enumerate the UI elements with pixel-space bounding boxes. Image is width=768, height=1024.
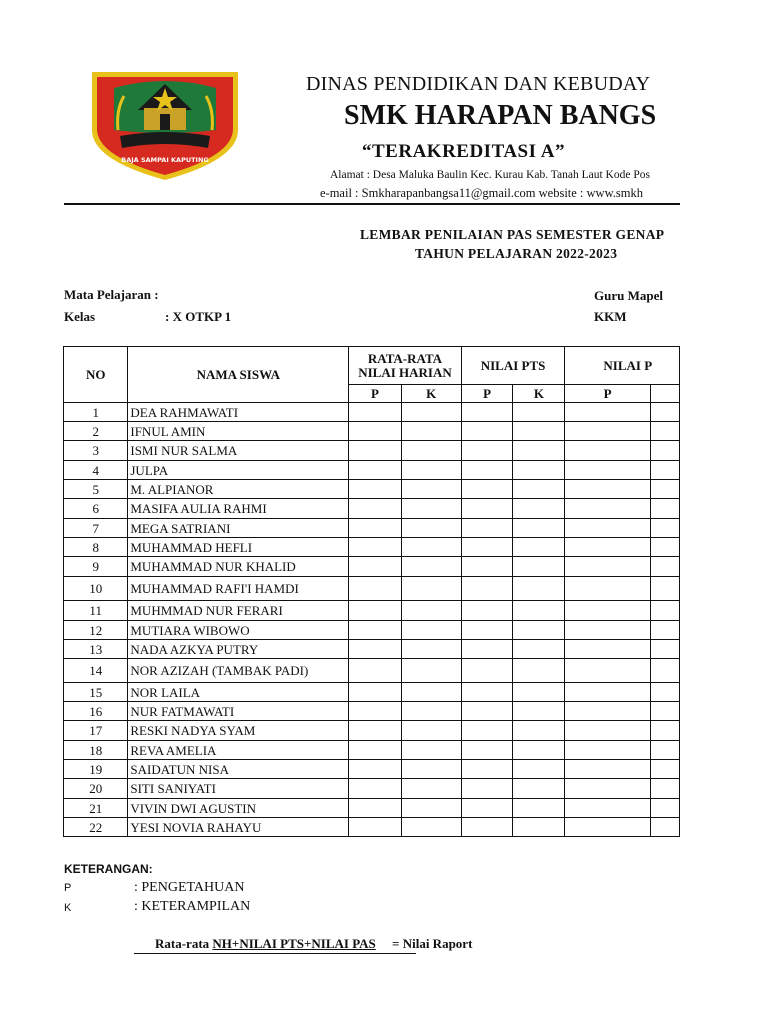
row-number: 20 xyxy=(64,779,128,799)
school-contact: e-mail : Smkharapanbangsa11@gmail.com website : www.smkh xyxy=(320,186,644,200)
table-row xyxy=(64,480,680,499)
table-row xyxy=(64,779,680,799)
score-cell-nh-k[interactable] xyxy=(401,640,461,659)
row-number: 15 xyxy=(64,683,128,702)
table-row xyxy=(64,557,680,577)
row-number: 11 xyxy=(64,601,128,621)
score-cell-nh-k[interactable] xyxy=(401,779,461,799)
row-number: 10 xyxy=(64,577,128,601)
score-cell-nh-k[interactable] xyxy=(401,621,461,640)
score-cell-nh-p[interactable] xyxy=(349,499,401,519)
score-cell-nh-p[interactable] xyxy=(349,779,401,799)
score-cell-pts-p[interactable] xyxy=(461,702,513,721)
score-cell-nh-p[interactable] xyxy=(349,403,401,422)
student-name: NOR AZIZAH (TAMBAK PADI) xyxy=(128,659,349,683)
student-name: YESI NOVIA RAHAYU xyxy=(128,818,349,837)
score-cell-pas-k[interactable] xyxy=(650,760,679,779)
table-row xyxy=(64,741,680,760)
row-number: 1 xyxy=(64,403,128,422)
score-cell-pas-k[interactable] xyxy=(650,621,679,640)
table-row xyxy=(64,577,680,601)
score-cell-nh-k[interactable] xyxy=(401,818,461,837)
row-number: 22 xyxy=(64,818,128,837)
score-cell-pts-k[interactable] xyxy=(513,422,565,441)
score-cell-pas-k[interactable] xyxy=(650,441,679,461)
score-cell-pas-k[interactable] xyxy=(650,519,679,538)
header-divider xyxy=(64,203,680,205)
student-name: MUHAMMAD RAFI'I HAMDI xyxy=(128,577,349,601)
score-cell-pas-p[interactable] xyxy=(565,659,650,683)
row-number: 4 xyxy=(64,461,128,480)
row-number: 5 xyxy=(64,480,128,499)
score-cell-nh-k[interactable] xyxy=(401,721,461,741)
school-name: SMK HARAPAN BANGS xyxy=(344,100,657,131)
score-cell-pts-p[interactable] xyxy=(461,721,513,741)
score-cell-nh-p[interactable] xyxy=(349,640,401,659)
score-cell-pts-p[interactable] xyxy=(461,422,513,441)
student-name: VIVIN DWI AGUSTIN xyxy=(128,799,349,818)
score-cell-pts-k[interactable] xyxy=(513,519,565,538)
score-cell-pts-p[interactable] xyxy=(461,601,513,621)
table-row xyxy=(64,760,680,779)
score-cell-pas-k[interactable] xyxy=(650,557,679,577)
score-cell-pas-p[interactable] xyxy=(565,601,650,621)
score-cell-pas-p[interactable] xyxy=(565,519,650,538)
score-cell-pts-k[interactable] xyxy=(513,577,565,601)
score-cell-pts-p[interactable] xyxy=(461,538,513,557)
legend-k-label: K xyxy=(64,902,72,914)
score-cell-nh-p[interactable] xyxy=(349,760,401,779)
score-cell-nh-k[interactable] xyxy=(401,702,461,721)
table-row xyxy=(64,818,680,837)
row-number: 17 xyxy=(64,721,128,741)
header-nh-k: K xyxy=(401,385,461,403)
score-cell-pas-p[interactable] xyxy=(565,577,650,601)
student-name: ISMI NUR SALMA xyxy=(128,441,349,461)
score-cell-nh-k[interactable] xyxy=(401,659,461,683)
score-cell-pts-k[interactable] xyxy=(513,741,565,760)
score-cell-pas-k[interactable] xyxy=(650,799,679,818)
score-cell-pts-p[interactable] xyxy=(461,403,513,422)
header-nilai-harian: RATA-RATA NILAI HARIAN xyxy=(349,347,461,385)
score-cell-pas-k[interactable] xyxy=(650,480,679,499)
class-label: Kelas xyxy=(64,309,96,324)
score-cell-nh-p[interactable] xyxy=(349,577,401,601)
score-cell-pas-p[interactable] xyxy=(565,480,650,499)
score-cell-pas-p[interactable] xyxy=(565,403,650,422)
score-cell-pts-p[interactable] xyxy=(461,760,513,779)
class-value: : X OTKP 1 xyxy=(165,309,232,324)
teacher-label: Guru Mapel xyxy=(594,288,663,303)
score-cell-nh-k[interactable] xyxy=(401,538,461,557)
student-name: JULPA xyxy=(128,461,349,480)
score-cell-pas-k[interactable] xyxy=(650,538,679,557)
table-row xyxy=(64,601,680,621)
score-cell-pas-p[interactable] xyxy=(565,499,650,519)
score-cell-pas-p[interactable] xyxy=(565,818,650,837)
table-row xyxy=(64,441,680,461)
table-row xyxy=(64,461,680,480)
header-pas-k xyxy=(650,385,679,403)
score-cell-pts-k[interactable] xyxy=(513,441,565,461)
score-cell-nh-p[interactable] xyxy=(349,557,401,577)
score-cell-nh-p[interactable] xyxy=(349,422,401,441)
score-cell-pts-k[interactable] xyxy=(513,818,565,837)
student-name: MUTIARA WIBOWO xyxy=(128,621,349,640)
score-cell-pas-p[interactable] xyxy=(565,702,650,721)
score-cell-pas-k[interactable] xyxy=(650,403,679,422)
score-cell-pts-p[interactable] xyxy=(461,461,513,480)
score-cell-nh-p[interactable] xyxy=(349,818,401,837)
header-pts-k: K xyxy=(513,385,565,403)
student-name: SITI SANIYATI xyxy=(128,779,349,799)
score-cell-pas-p[interactable] xyxy=(565,538,650,557)
score-cell-pts-p[interactable] xyxy=(461,441,513,461)
score-cell-nh-p[interactable] xyxy=(349,461,401,480)
score-cell-pas-k[interactable] xyxy=(650,702,679,721)
score-cell-pas-k[interactable] xyxy=(650,659,679,683)
score-cell-pts-p[interactable] xyxy=(461,779,513,799)
table-row xyxy=(64,659,680,683)
score-cell-pts-k[interactable] xyxy=(513,480,565,499)
score-cell-nh-p[interactable] xyxy=(349,480,401,499)
score-cell-pas-p[interactable] xyxy=(565,721,650,741)
score-cell-pas-k[interactable] xyxy=(650,818,679,837)
score-cell-pts-k[interactable] xyxy=(513,659,565,683)
row-number: 14 xyxy=(64,659,128,683)
score-cell-pts-k[interactable] xyxy=(513,640,565,659)
row-number: 3 xyxy=(64,441,128,461)
score-cell-pts-k[interactable] xyxy=(513,403,565,422)
score-cell-pas-k[interactable] xyxy=(650,683,679,702)
score-cell-nh-p[interactable] xyxy=(349,741,401,760)
legend-p-label: P xyxy=(64,882,72,894)
score-cell-pas-k[interactable] xyxy=(650,640,679,659)
legend-p-value: : PENGETAHUAN xyxy=(134,880,245,895)
student-name: REVA AMELIA xyxy=(128,741,349,760)
score-cell-nh-k[interactable] xyxy=(401,577,461,601)
row-number: 6 xyxy=(64,499,128,519)
student-name: MUHAMMAD HEFLI xyxy=(128,538,349,557)
score-cell-pas-p[interactable] xyxy=(565,799,650,818)
score-cell-nh-k[interactable] xyxy=(401,760,461,779)
score-cell-pts-k[interactable] xyxy=(513,799,565,818)
score-cell-pts-k[interactable] xyxy=(513,779,565,799)
row-number: 13 xyxy=(64,640,128,659)
table-row xyxy=(64,721,680,741)
logo-motto: BAJA SAMPAI KAPUTING xyxy=(121,156,209,164)
score-cell-nh-k[interactable] xyxy=(401,480,461,499)
score-cell-pts-k[interactable] xyxy=(513,702,565,721)
student-name: MUHMMAD NUR FERARI xyxy=(128,601,349,621)
score-cell-nh-k[interactable] xyxy=(401,441,461,461)
score-cell-nh-k[interactable] xyxy=(401,461,461,480)
score-cell-pts-k[interactable] xyxy=(513,499,565,519)
score-cell-nh-p[interactable] xyxy=(349,601,401,621)
score-cell-pts-p[interactable] xyxy=(461,519,513,538)
header-pts-p: P xyxy=(461,385,513,403)
score-cell-pts-k[interactable] xyxy=(513,683,565,702)
grade-formula: Rata-rata NH+NILAI PTS+NILAI PAS = Nilai Raport xyxy=(155,936,473,951)
row-number: 18 xyxy=(64,741,128,760)
score-cell-nh-k[interactable] xyxy=(401,403,461,422)
score-cell-nh-p[interactable] xyxy=(349,538,401,557)
score-cell-pas-p[interactable] xyxy=(565,422,650,441)
header-no: NO xyxy=(64,347,128,403)
kkm-label: KKM xyxy=(594,309,627,324)
table-row xyxy=(64,422,680,441)
score-cell-pts-p[interactable] xyxy=(461,640,513,659)
grade-table xyxy=(63,346,680,837)
score-cell-nh-p[interactable] xyxy=(349,702,401,721)
accreditation-text: “TERAKREDITASI A” xyxy=(362,141,565,162)
row-number: 21 xyxy=(64,799,128,818)
viewer-margin xyxy=(680,0,768,1024)
student-name: MUHAMMAD NUR KHALID xyxy=(128,557,349,577)
score-cell-nh-k[interactable] xyxy=(401,601,461,621)
table-row xyxy=(64,499,680,519)
score-cell-pts-p[interactable] xyxy=(461,659,513,683)
row-number: 2 xyxy=(64,422,128,441)
score-cell-pas-p[interactable] xyxy=(565,621,650,640)
header-nilai-pas: NILAI P xyxy=(565,347,680,385)
score-cell-pas-k[interactable] xyxy=(650,461,679,480)
score-cell-nh-p[interactable] xyxy=(349,721,401,741)
score-cell-pts-p[interactable] xyxy=(461,818,513,837)
student-name: MEGA SATRIANI xyxy=(128,519,349,538)
score-cell-pas-p[interactable] xyxy=(565,683,650,702)
score-cell-nh-k[interactable] xyxy=(401,519,461,538)
score-cell-pts-k[interactable] xyxy=(513,760,565,779)
header-name: NAMA SISWA xyxy=(128,347,349,403)
row-number: 12 xyxy=(64,621,128,640)
score-cell-pas-k[interactable] xyxy=(650,499,679,519)
score-cell-pas-p[interactable] xyxy=(565,640,650,659)
student-name: RESKI NADYA SYAM xyxy=(128,721,349,741)
row-number: 19 xyxy=(64,760,128,779)
header-nh-p: P xyxy=(349,385,401,403)
score-cell-pts-k[interactable] xyxy=(513,601,565,621)
score-cell-pas-k[interactable] xyxy=(650,741,679,760)
table-row xyxy=(64,538,680,557)
school-logo xyxy=(90,70,240,182)
score-cell-pas-k[interactable] xyxy=(650,779,679,799)
score-cell-pas-p[interactable] xyxy=(565,461,650,480)
score-cell-pas-p[interactable] xyxy=(565,557,650,577)
score-cell-pas-k[interactable] xyxy=(650,721,679,741)
student-name: MASIFA AULIA RAHMI xyxy=(128,499,349,519)
student-name: IFNUL AMIN xyxy=(128,422,349,441)
score-cell-pts-p[interactable] xyxy=(461,799,513,818)
header-pas-p: P xyxy=(565,385,650,403)
student-name: M. ALPIANOR xyxy=(128,480,349,499)
header-nilai-pts: NILAI PTS xyxy=(461,347,565,385)
score-cell-pas-k[interactable] xyxy=(650,601,679,621)
score-cell-pas-k[interactable] xyxy=(650,422,679,441)
score-cell-pts-k[interactable] xyxy=(513,621,565,640)
score-cell-nh-k[interactable] xyxy=(401,422,461,441)
score-cell-nh-k[interactable] xyxy=(401,683,461,702)
agency-name: DINAS PENDIDIKAN DAN KEBUDAY xyxy=(306,73,651,95)
table-row xyxy=(64,640,680,659)
table-row xyxy=(64,702,680,721)
row-number: 9 xyxy=(64,557,128,577)
score-cell-pts-p[interactable] xyxy=(461,577,513,601)
row-number: 7 xyxy=(64,519,128,538)
score-cell-nh-p[interactable] xyxy=(349,659,401,683)
student-name: NUR FATMAWATI xyxy=(128,702,349,721)
score-cell-pas-k[interactable] xyxy=(650,577,679,601)
score-cell-nh-p[interactable] xyxy=(349,621,401,640)
score-cell-nh-k[interactable] xyxy=(401,799,461,818)
score-cell-nh-p[interactable] xyxy=(349,799,401,818)
score-cell-nh-k[interactable] xyxy=(401,499,461,519)
student-name: DEA RAHMAWATI xyxy=(128,403,349,422)
table-row xyxy=(64,621,680,640)
score-cell-pas-p[interactable] xyxy=(565,779,650,799)
score-cell-nh-k[interactable] xyxy=(401,557,461,577)
score-cell-pts-p[interactable] xyxy=(461,683,513,702)
score-cell-pts-k[interactable] xyxy=(513,461,565,480)
document-title: LEMBAR PENILAIAN PAS SEMESTER GENAP xyxy=(360,227,665,242)
student-name: NOR LAILA xyxy=(128,683,349,702)
table-row xyxy=(64,799,680,818)
subject-label: Mata Pelajaran : xyxy=(64,287,159,302)
row-number: 16 xyxy=(64,702,128,721)
legend-k-value: : KETERAMPILAN xyxy=(134,899,251,914)
score-cell-pts-p[interactable] xyxy=(461,480,513,499)
score-cell-pas-p[interactable] xyxy=(565,760,650,779)
score-cell-nh-k[interactable] xyxy=(401,741,461,760)
score-cell-pas-p[interactable] xyxy=(565,741,650,760)
academic-year: TAHUN PELAJARAN 2022-2023 xyxy=(415,246,618,261)
score-cell-pts-p[interactable] xyxy=(461,557,513,577)
legend-title: KETERANGAN: xyxy=(64,862,153,876)
score-cell-pts-k[interactable] xyxy=(513,557,565,577)
row-number: 8 xyxy=(64,538,128,557)
score-cell-pas-p[interactable] xyxy=(565,441,650,461)
student-name: NADA AZKYA PUTRY xyxy=(128,640,349,659)
score-cell-nh-p[interactable] xyxy=(349,441,401,461)
score-cell-nh-p[interactable] xyxy=(349,683,401,702)
formula-underline xyxy=(134,953,416,954)
score-cell-pts-p[interactable] xyxy=(461,741,513,760)
score-cell-pts-p[interactable] xyxy=(461,621,513,640)
score-cell-nh-p[interactable] xyxy=(349,519,401,538)
table-row xyxy=(64,403,680,422)
score-cell-pts-p[interactable] xyxy=(461,499,513,519)
score-cell-pts-k[interactable] xyxy=(513,721,565,741)
table-row xyxy=(64,519,680,538)
school-address: Alamat : Desa Maluka Baulin Kec. Kurau Kab. Tanah Laut Kode Pos xyxy=(330,169,650,181)
table-row xyxy=(64,683,680,702)
student-name: SAIDATUN NISA xyxy=(128,760,349,779)
score-cell-pts-k[interactable] xyxy=(513,538,565,557)
